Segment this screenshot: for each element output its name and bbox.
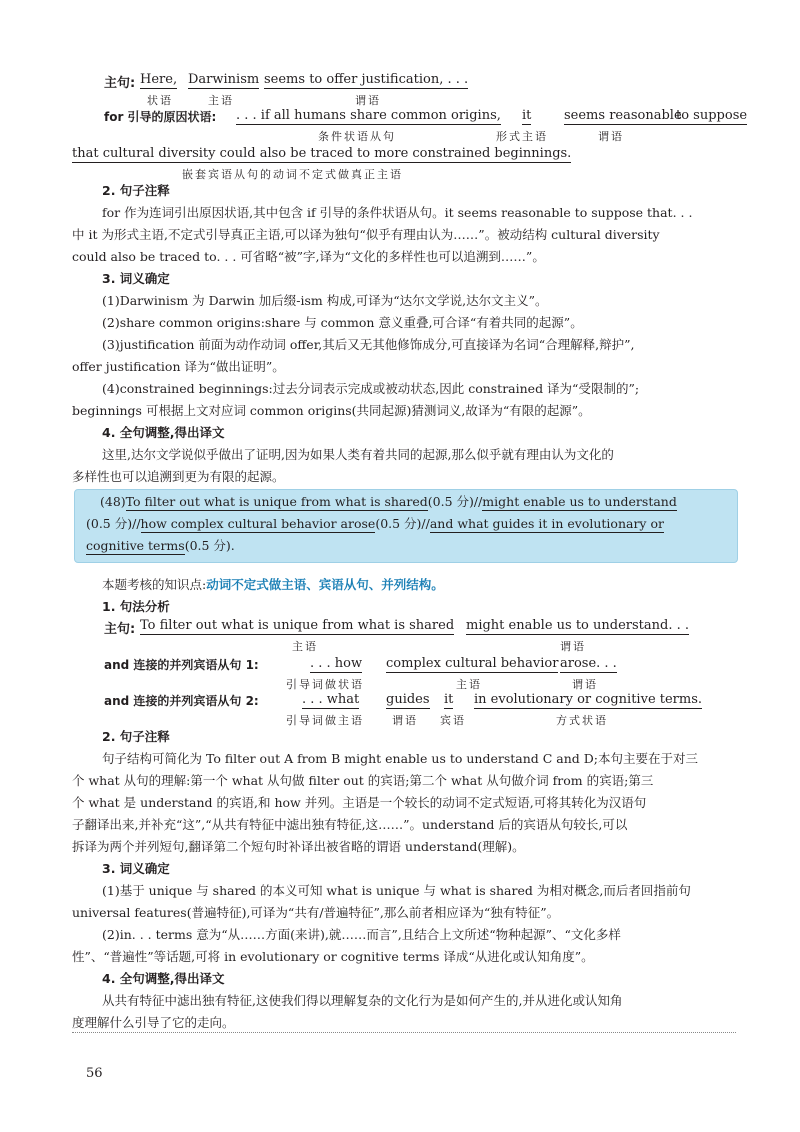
- paragraph-line: 子翻译出来,并补充“这”,“从共有特征中滤出独有特征,这……”。understand 后的宾语从句较长,可以: [72, 817, 628, 832]
- to-suppose: to suppose: [676, 108, 748, 123]
- knowledge-point-text: 动词不定式做主语、宾语从句、并列结构。: [206, 577, 444, 592]
- label-predicate: 谓语: [560, 640, 586, 653]
- question-48-text: [86, 491, 726, 557]
- subject-to-filter: To filter out what is unique from what is shared: [140, 618, 455, 633]
- paragraph-line: (3)justification 前面为动作动词 offer,其后又无其他修饰成分,可直接译为名词“合理解释,辩护”,: [102, 337, 635, 352]
- paragraph-line: (4)constrained beginnings:过去分词表示完成或被动状态,因此 constrained 译为“受限制的”;: [102, 381, 640, 396]
- page-number: 56: [86, 1066, 103, 1081]
- label-formal-subject: 形式主语: [496, 130, 548, 143]
- paragraph-line: universal features(普遍特征),可译为“共有/普遍特征”,那么前者相应译为“独有特征”。: [72, 905, 560, 920]
- for-clause-label: for 引导的原因状语:: [104, 110, 217, 124]
- adverbial-here: Here,: [140, 72, 178, 87]
- predicate-seems: seems to offer justification, . . .: [264, 72, 469, 87]
- q48-part-4: and what guides it in evolutionary or: [429, 516, 664, 531]
- label-predicate: 谓语: [355, 94, 381, 107]
- section-heading: 2. 句子注释: [102, 729, 170, 744]
- label-predicate-3: 谓语: [392, 714, 418, 727]
- main-clause-label-2: 主句:: [104, 622, 136, 637]
- paragraph-line: (2)in. . . terms 意为“从……方面(来讲),就……而言”,且结合上文所述“物种起源”、“文化多样: [102, 927, 621, 942]
- q48-part-4b: cognitive terms: [86, 538, 185, 553]
- label-predicate-2: 谓语: [572, 678, 598, 691]
- word-meaning-1: [72, 268, 732, 422]
- subject-darwinism: Darwinism: [188, 72, 260, 87]
- score: (0.5 分).: [184, 538, 235, 553]
- paragraph-line: 中 it 为形式主语,不定式引导真正主语,可以译为独句“似乎有理由认为……”。被动结构 cultural diversity: [72, 227, 660, 242]
- guides: guides: [386, 692, 430, 707]
- label-subject: 主语: [292, 640, 318, 653]
- label-subject-2: 主语: [456, 678, 482, 691]
- sentence-notes-1: [72, 180, 732, 268]
- knowledge-point-label: 本题考核的知识点:: [102, 577, 207, 592]
- paragraph-line: offer justification 译为“做出证明”。: [72, 359, 285, 374]
- paragraph-line: (1)基于 unique 与 shared 的本义可知 what is unique 与 what is shared 为相对概念,而后者回指前句: [102, 883, 691, 898]
- paragraph-line: beginnings 可根据上文对应词 common origins(共同起源)猜测词义,故译为“有限的起源”。: [72, 403, 591, 418]
- translation-1: [72, 422, 732, 488]
- paragraph-line: 个 what 从句的理解:第一个 what 从句做 filter out 的宾语;第二个 what 从句做介词 from 的宾语;第三: [72, 773, 654, 788]
- translation-2: [72, 968, 732, 1034]
- question-number: (48): [100, 494, 126, 509]
- knowledge-point: [72, 574, 732, 618]
- section-heading: 4. 全句调整,得出译文: [102, 971, 225, 986]
- footer-divider: [72, 1032, 736, 1033]
- sentence-notes-2: [72, 726, 732, 858]
- paragraph-line: (2)share common origins:share 与 common 意义重叠,可合译“有着共同的起源”。: [102, 315, 583, 330]
- q48-part-2: might enable us to understand: [482, 494, 677, 509]
- word-meaning-2: [72, 858, 732, 968]
- score: (0.5 分)//: [86, 516, 141, 531]
- label-adverbial: 状语: [147, 94, 173, 107]
- label-intro-adverbial: 引导词做状语: [286, 678, 364, 691]
- what: . . . what: [302, 692, 360, 707]
- paragraph-line: 这里,达尔文学说似乎做出了证明,因为如果人类有着共同的起源,那么似乎就有理由认为文化的: [102, 447, 614, 462]
- predicate-might-enable: might enable us to understand. . .: [466, 618, 689, 633]
- q48-part-3: how complex cultural behavior arose: [140, 516, 376, 531]
- paragraph-line: 句子结构可简化为 To filter out A from B might enable us to understand C and D;本句主要在于对三: [102, 751, 699, 766]
- label-predicate-2: 谓语: [598, 130, 624, 143]
- paragraph-line: 性”、“普遍性”等话题,可将 in evolutionary or cognitive terms 译成“从进化或认知角度”。: [72, 949, 594, 964]
- paragraph-line: could also be traced to. . . 可省略“被”字,译为“文化的多样性也可以追溯到……”。: [72, 249, 545, 264]
- section-heading: 3. 词义确定: [102, 861, 170, 876]
- section-heading: 2. 句子注释: [102, 183, 170, 198]
- main-clause-label: 主句:: [104, 76, 136, 91]
- q48-part-1: To filter out what is unique from what is shared: [125, 494, 428, 509]
- paragraph-line: 个 what 是 understand 的宾语,和 how 并列。主语是一个较长的动词不定式短语,可将其转化为汉语句: [72, 795, 647, 810]
- section-heading: 4. 全句调整,得出译文: [102, 425, 225, 440]
- that-clause: that cultural diversity could also be traced to more constrained beginnings.: [72, 146, 572, 161]
- paragraph-line: 拆译为两个并列短句,翻译第二个短句时补译出被省略的谓语 understand(理解)。: [72, 839, 525, 854]
- formal-subject-it: it: [522, 108, 532, 123]
- predicate-seems-reasonable: seems reasonable: [564, 108, 682, 123]
- and-clause-2-label: and 连接的并列宾语从句 2:: [104, 694, 259, 708]
- how: . . . how: [310, 656, 363, 671]
- paragraph-line: 从共有特征中滤出独有特征,这使我们得以理解复杂的文化行为是如何产生的,并从进化或认知角: [102, 993, 623, 1008]
- paragraph-line: for 作为连词引出原因状语,其中包含 if 引导的条件状语从句。it seems reasonable to suppose that. . .: [102, 205, 693, 220]
- label-object: 宾语: [440, 714, 466, 727]
- paragraph-line: 多样性也可以追溯到更为有限的起源。: [72, 469, 285, 484]
- paragraph-line: (1)Darwinism 为 Darwin 加后缀-ism 构成,可译为“达尔文学说,达尔文主义”。: [102, 293, 548, 308]
- label-manner-adverbial: 方式状语: [556, 714, 608, 727]
- label-subject: 主语: [208, 94, 234, 107]
- paragraph-line: 度理解什么引导了它的走向。: [72, 1015, 235, 1030]
- in-evolutionary-terms: in evolutionary or cognitive terms.: [474, 692, 703, 707]
- score: (0.5 分)//: [375, 516, 430, 531]
- and-clause-1-label: and 连接的并列宾语从句 1:: [104, 658, 259, 672]
- conditional-clause: . . . if all humans share common origins,: [236, 108, 501, 123]
- section-heading: 3. 词义确定: [102, 271, 170, 286]
- section-heading: 1. 句法分析: [102, 599, 170, 614]
- label-intro-subject: 引导词做主语: [286, 714, 364, 727]
- score: (0.5 分)//: [427, 494, 483, 509]
- it: it: [444, 692, 454, 707]
- complex-cultural-behavior: complex cultural behavior: [386, 656, 559, 671]
- label-embedded-subject: 嵌套宾语从句的动词不定式做真正主语: [182, 168, 403, 181]
- arose: arose. . .: [560, 656, 617, 671]
- label-conditional: 条件状语从句: [318, 130, 396, 143]
